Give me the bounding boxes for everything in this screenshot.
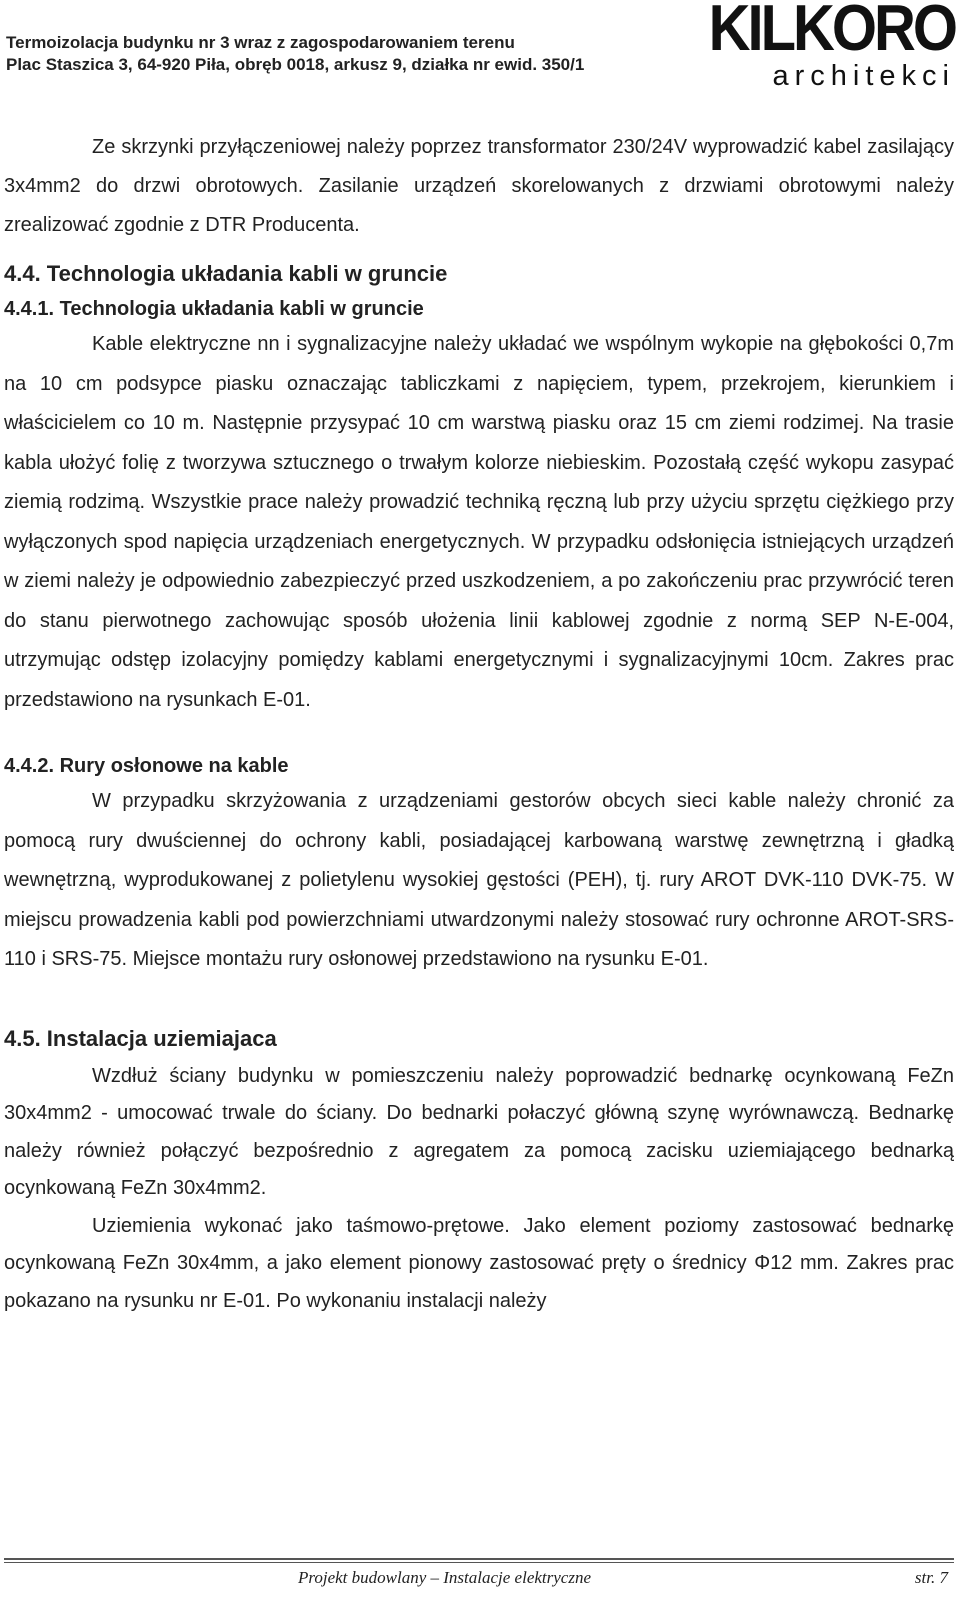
spacer xyxy=(4,720,954,750)
paragraph-4-5-b: Uziemienia wykonać jako taśmowo-prętowe. Jako element poziomy zastosować bednarkę ocynkowaną FeZn 30x4mm, a jako element pionowy zastosować pręty o średnicy Φ12 mm. Zakres prac pokazano na rysunku nr E-01. Po wykonaniu instalacji należy xyxy=(4,1214,954,1312)
footer-page-number: str. 7 xyxy=(914,1568,948,1587)
footer-divider xyxy=(4,1558,954,1560)
kilkoro-logo xyxy=(708,0,955,96)
paragraph-4-4-1: Kable elektryczne nn i sygnalizacyjne należy układać we wspólnym wykopie na głębokości 0,7m na 10 cm podsypce piasku oznaczając tabliczkami z napięciem, typem, przekrojem, kierunkiem i właścicielem co 10 m. Następnie przysypać 10 cm warstwą piasku oraz 15 cm ziemi rodzimej. Na trasie kabla ułożyć folię z tworzywa sztucznego o trwałym kolorze niebieskim. Pozostałą część wykopu zasypać ziemią rodzimą. Wszystkie prace należy prowadzić techniką ręczną lub przy użyciu sprzętu ciężkiego przy wyłączonych spod napięcia urządzeniach energetycznych. W przypadku odsłonięcia istniejących urządzeń w ziemi należy je odpowiednio zabezpieczyć przed uszkodzeniem, a po zakończeniu prac przywrócić teren do stanu pierwotnego zachowując sposób ułożenia linii kablowej zgodnie z normą SEP N-E-004, utrzymując odstęp izolacyjny pomiędzy kablami energetycznymi i sygnalizacyjnymi 10cm. Zakres prac przedstawiono na rysunkach E-01. xyxy=(4,333,954,711)
section-heading-4-4-2: 4.4.2. Rury osłonowe na kable xyxy=(4,755,289,777)
logo-wordmark: KILKORO xyxy=(708,0,955,65)
paragraph-intro: Ze skrzynki przyłączeniowej należy poprzez transformator 230/24V wyprowadzić kabel zasilający 3x4mm2 do drzwi obrotowych. Zasilanie urządzeń skorelowanych z drzwiami obrotowymi należy zrealizować zgodnie z DTR Producenta. xyxy=(4,136,954,236)
logo-subtitle: architekci xyxy=(772,60,955,92)
footer-document-title: Projekt budowlany – Instalacje elektryczne xyxy=(298,1568,592,1587)
section-heading-4-5: 4.5. Instalacja uziemiajaca xyxy=(4,1025,277,1051)
page-header xyxy=(0,0,960,110)
spacer xyxy=(4,980,954,1010)
paragraph-4-4-2: W przypadku skrzyżowania z urządzeniami gestorów obcych sieci kable należy chronić za pomocą rury dwuściennej do ochrony kabli, posiadającej karbowaną warstwę zewnętrzną i gładką wewnętrzną, wyprodukowanej z polietylenu wysokiej gęstości (PEH), tj. rury AROT DVK-110 DVK-75. W miejscu prowadzenia kabli pod powierzchniami utwardzonymi należy stosować rury ochronne AROT-SRS-110 i SRS-75. Miejsce montażu rury osłonowej przedstawiono na rysunku E-01. xyxy=(4,790,954,970)
paragraph-4-5-a: Wzdłuż ściany budynku w pomieszczeniu należy poprowadzić bednarkę ocynkowaną FeZn 30x4mm2 - umocować trwale do ściany. Do bednarki połaczyć główną szynę wyrównawczą. Bednarkę należy również połączyć bezpośrednio z agregatem za pomocą zacisku uziemiającego bednarką ocynkowaną FeZn 30x4mm2. xyxy=(4,1064,954,1199)
header-project-title: Termoizolacja budynku nr 3 wraz z zagospodarowaniem terenu xyxy=(6,33,515,52)
section-heading-4-4: 4.4. Technologia układania kabli w gruncie xyxy=(4,261,448,286)
header-project-address: Plac Staszica 3, 64-920 Piła, obręb 0018, arkusz 9, działka nr ewid. 350/1 xyxy=(6,55,585,74)
document-body xyxy=(4,128,954,1320)
section-heading-4-4-1: 4.4.1. Technologia układania kabli w gruncie xyxy=(4,298,424,320)
footer-divider xyxy=(4,1562,954,1563)
